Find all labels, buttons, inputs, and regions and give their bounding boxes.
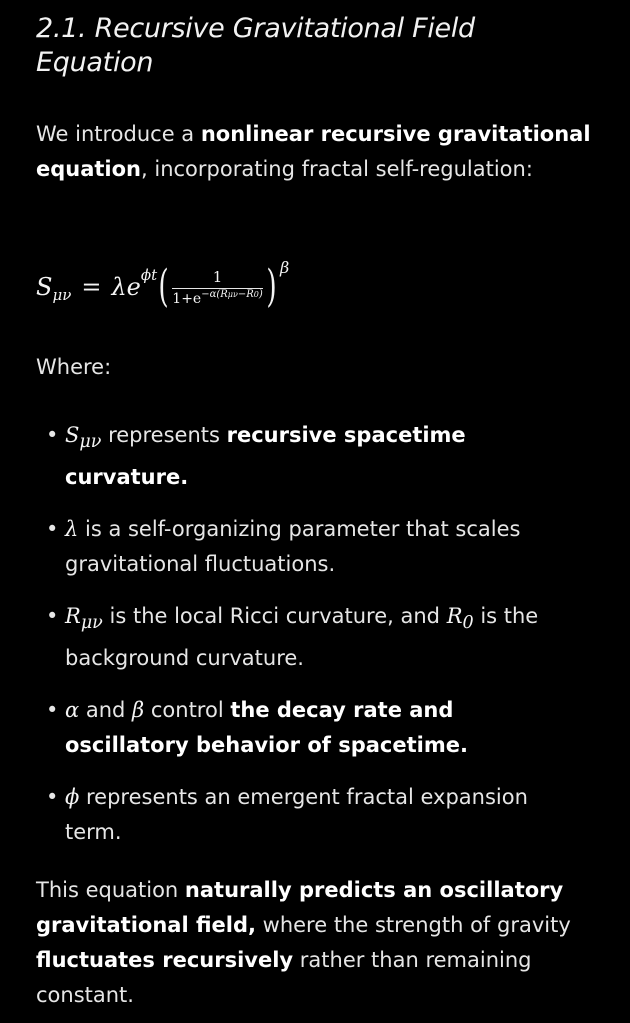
- math-symbol-2: β: [132, 698, 145, 723]
- where-label: Where:: [36, 355, 112, 379]
- math-subscript: μν: [80, 613, 103, 634]
- item-text: is a self-organizing parameter that scales gravitational fluctuations.: [65, 517, 521, 577]
- eq-den-exp-end: ): [258, 288, 263, 300]
- definitions-list: [0, 418, 630, 867]
- eq-fraction: [172, 268, 262, 307]
- bullet-dot: •: [46, 517, 59, 542]
- item-text-2: control: [144, 698, 231, 723]
- intro-text-1: We introduce a: [36, 122, 201, 146]
- list-item: [0, 693, 565, 763]
- list-item: [0, 780, 565, 850]
- eq-den-exp-sub2: 0: [253, 289, 259, 299]
- field-equation: [36, 252, 289, 322]
- math-symbol: R: [65, 604, 81, 629]
- closing-text-3: rather than remaining constant.: [36, 948, 532, 1007]
- math-symbol: λ: [65, 517, 79, 542]
- item-text: and: [79, 698, 133, 723]
- section-heading: 2.1. Recursive Gravitational Field Equation: [36, 13, 475, 78]
- intro-bold-1: nonlinear recursive gravitational equation: [36, 122, 591, 181]
- intro-text-2: , incorporating fractal self-regulation:: [141, 157, 533, 181]
- eq-den-prefix: 1+e: [172, 290, 202, 307]
- eq-power: β: [279, 257, 290, 277]
- closing-text-1: This equation: [36, 878, 185, 902]
- list-item: [0, 599, 565, 676]
- eq-den-exp-sub: μν: [227, 289, 238, 299]
- math-symbol-2: R: [446, 604, 463, 629]
- closing-bold-1: naturally predicts an oscillatory gravitational field,: [36, 878, 564, 937]
- item-bold: the decay rate and oscillatory behavior of spacetime.: [65, 698, 468, 758]
- closing-text-2: where the strength of gravity: [255, 913, 571, 937]
- math-symbol: S: [65, 423, 80, 447]
- eq-den-exp-mid: −R: [237, 288, 254, 300]
- bullet-dot: •: [46, 423, 59, 447]
- closing-paragraph: [36, 873, 596, 1013]
- list-item: [0, 418, 565, 495]
- eq-denominator: [172, 289, 262, 307]
- item-bold: recursive spacetime curvature.: [65, 423, 466, 490]
- closing-bold-2: fluctuates recursively: [36, 948, 294, 972]
- eq-den-exp-a: −α(R: [201, 288, 228, 300]
- math-subscript-2: 0: [462, 613, 474, 634]
- math-symbol: α: [65, 698, 80, 723]
- bullet-dot: •: [46, 604, 59, 629]
- math-symbol: ϕ: [65, 785, 80, 810]
- list-item: [0, 512, 565, 582]
- eq-exp: ϕt: [140, 266, 158, 284]
- bullet-dot: •: [46, 698, 59, 723]
- math-subscript: μν: [79, 432, 102, 453]
- item-text: represents an emergent fractal expansion term.: [65, 785, 528, 845]
- item-text-2: is the background curvature.: [65, 604, 539, 671]
- eq-numerator: 1: [212, 267, 223, 286]
- bullet-dot: •: [46, 785, 59, 810]
- eq-lhs-sub: μν: [52, 286, 72, 304]
- item-text: represents: [101, 423, 227, 447]
- eq-coef: λe: [111, 273, 141, 301]
- eq-left-paren: (: [158, 261, 169, 312]
- eq-den-exp: [201, 289, 263, 300]
- intro-paragraph: [36, 117, 596, 187]
- eq-lhs: S: [36, 273, 53, 301]
- item-text: is the local Ricci curvature, and: [102, 604, 447, 629]
- eq-right-paren: ): [266, 261, 277, 312]
- eq-equals: =: [81, 273, 102, 301]
